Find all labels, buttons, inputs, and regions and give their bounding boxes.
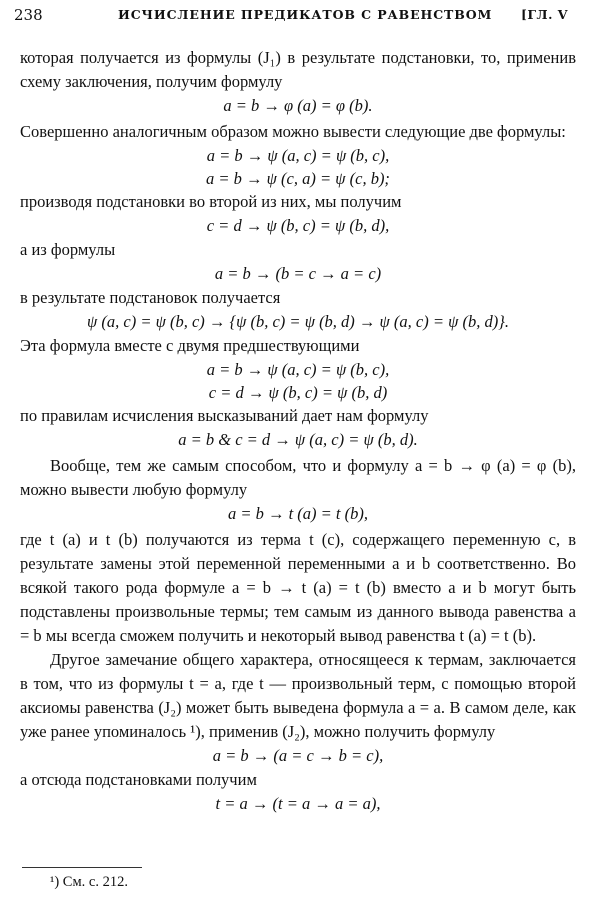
formula: a = b → t (a) = t (b), xyxy=(227,504,369,523)
paragraph: где t (a) и t (b) получаются из терма t (c), содержащего переменную c, в результате замены этой переменной переменными a и b соответственно. Во всякой такого рода формуле a = b → t (a) = t (b) вместо a и b могут быть подставлены произвольные термы; тем самым из данного вывода равенства a = b мы всегда сможем получить и некоторый вывод равенства t (a) = t (b). xyxy=(20,530,576,645)
paragraph: производя подстановки во второй из них, мы получим xyxy=(20,192,402,211)
formula: a = b → ψ (c, a) = ψ (c, b); xyxy=(206,169,390,188)
formula: c = d → ψ (b, c) = ψ (b, d) xyxy=(208,383,388,402)
chapter-marker: [ГЛ. V xyxy=(521,7,569,22)
formula: a = b → φ (a) = φ (b). xyxy=(223,96,373,115)
formula: a = b → ψ (a, c) = ψ (b, c), xyxy=(206,146,390,165)
formula: a = b → (b = c → a = c) xyxy=(214,264,382,283)
running-title: ИСЧИСЛЕНИЕ ПРЕДИКАТОВ С РАВЕНСТВОМ xyxy=(118,7,493,22)
paragraph: в результате подстановок получается xyxy=(20,288,281,307)
paragraph: а из формулы xyxy=(20,240,116,259)
page-body xyxy=(20,46,576,816)
formula: c = d → ψ (b, c) = ψ (b, d), xyxy=(206,216,390,235)
formula: ψ (a, c) = ψ (b, c) → {ψ (b, c) = ψ (b, d) → ψ (a, c) = ψ (b, d)}. xyxy=(87,312,509,331)
footnote-rule xyxy=(22,867,142,868)
running-header xyxy=(0,2,592,28)
paragraph: Другое замечание общего характера, относящееся к термам, заключается в том, что из формулы t = a, где t — произвольный терм, с помощью второй аксиомы равенства (J₂) может быть выведена формула a = a. В самом деле, как уже ранее упоминалось ¹), применив (J₂), можно получить формулу xyxy=(20,650,576,741)
paragraph: которая получается из формулы (J₁) в результате подстановки, то, применив схему заключения, получим формулу xyxy=(20,48,576,91)
formula: a = b → (a = c → b = c), xyxy=(212,746,384,765)
formula: a = b → ψ (a, c) = ψ (b, c), xyxy=(206,360,390,379)
page-number: 238 xyxy=(14,6,43,24)
paragraph: Вообще, тем же самым способом, что и формулу a = b → φ (a) = φ (b), можно вывести любую формулу xyxy=(20,456,576,499)
paragraph: по правилам исчисления высказываний дает нам формулу xyxy=(20,406,429,425)
formula: a = b & c = d → ψ (a, c) = ψ (b, d). xyxy=(178,430,418,449)
paragraph: Эта формула вместе с двумя предшествующими xyxy=(20,336,360,355)
footnote: ¹) См. с. 212. xyxy=(50,874,128,890)
paragraph: Совершенно аналогичным образом можно вывести следующие две формулы: xyxy=(20,122,566,141)
formula: t = a → (t = a → a = a), xyxy=(215,794,381,813)
paragraph: а отсюда подстановками получим xyxy=(20,770,257,789)
